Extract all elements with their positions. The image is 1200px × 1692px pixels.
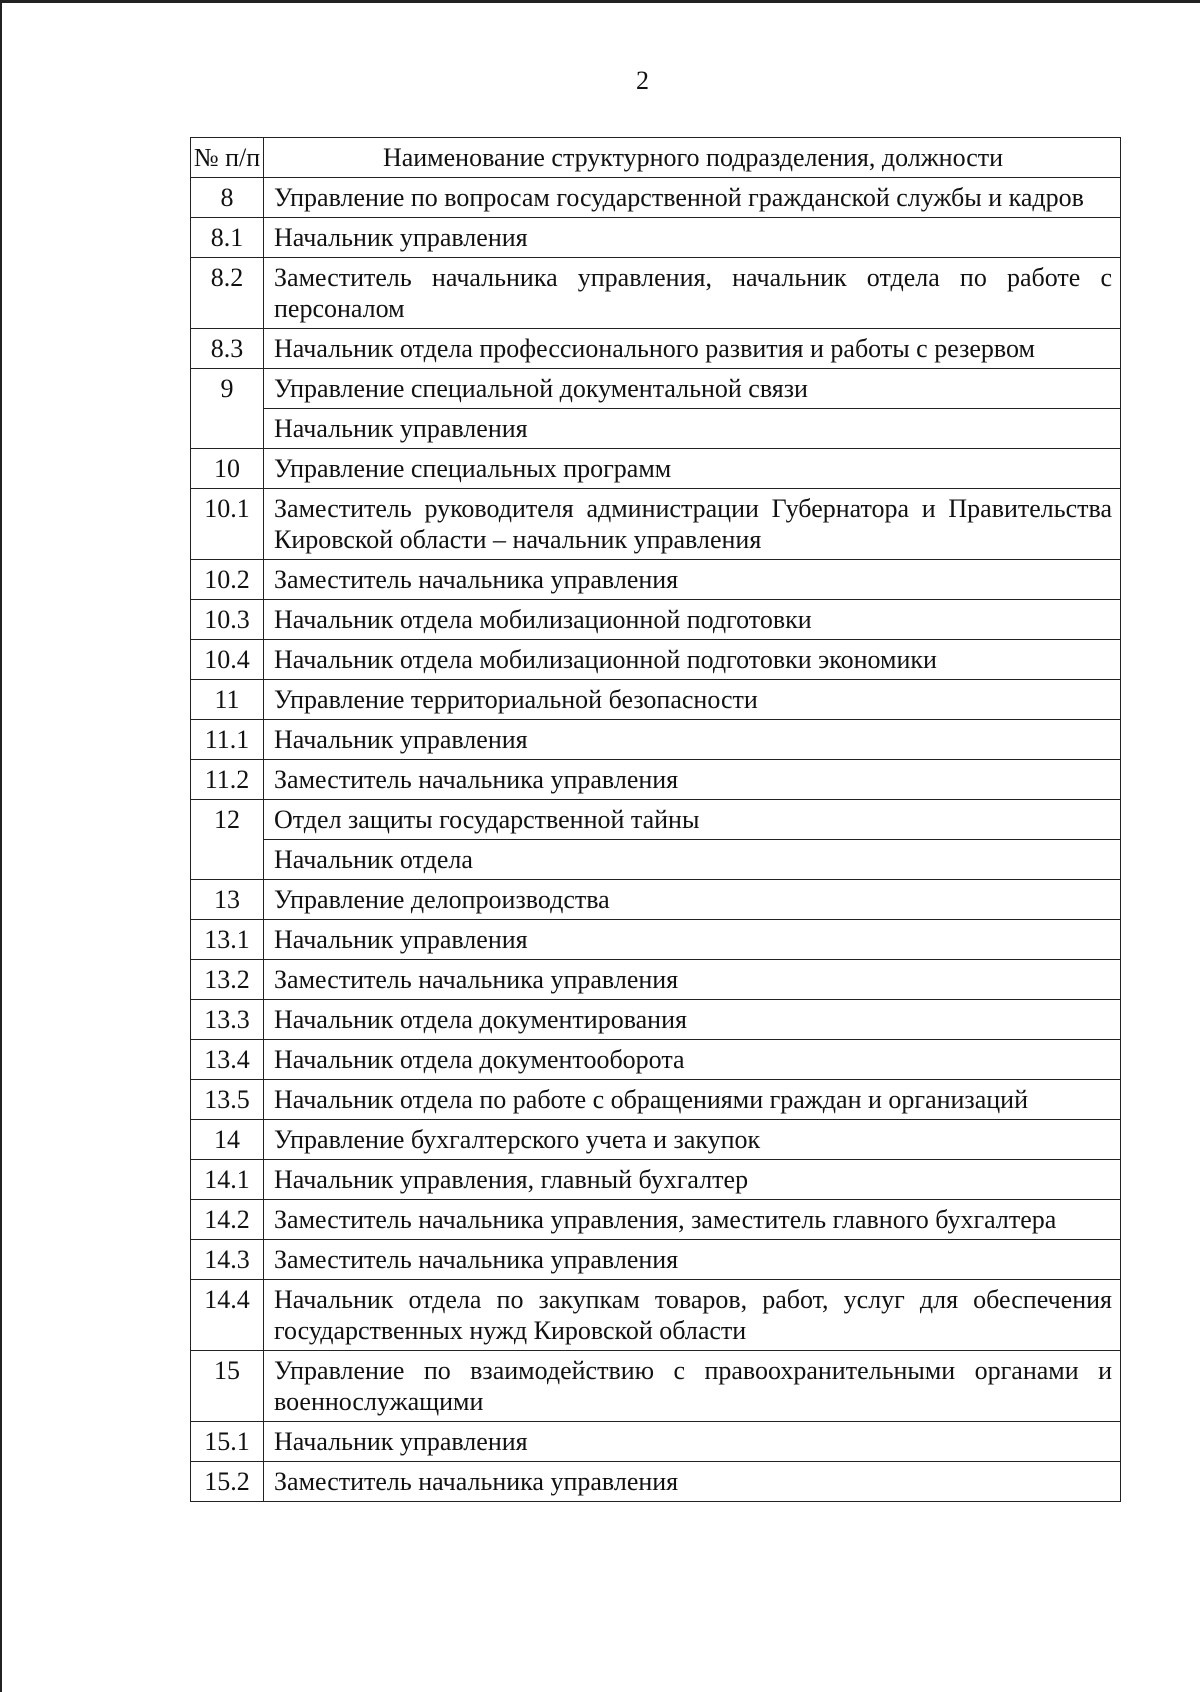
table-row <box>191 1240 1121 1280</box>
row-name: Отдел защиты государственной тайны <box>264 800 1121 840</box>
table-row <box>191 1120 1121 1160</box>
table-row <box>191 640 1121 680</box>
table-row <box>191 178 1121 218</box>
table-row <box>191 258 1121 329</box>
row-name: Управление по вопросам государственной гражданской службы и кадров <box>264 178 1121 218</box>
row-name: Заместитель начальника управления <box>264 1462 1121 1502</box>
table-row <box>191 1422 1121 1462</box>
row-number: 14 <box>191 1120 264 1160</box>
row-name: Управление бухгалтерского учета и закупок <box>264 1120 1121 1160</box>
table-row <box>191 680 1121 720</box>
row-number: 11.1 <box>191 720 264 760</box>
table-row <box>191 369 1121 409</box>
row-name: Начальник отдела мобилизационной подготовки <box>264 600 1121 640</box>
table-row <box>191 960 1121 1000</box>
table-row <box>191 920 1121 960</box>
row-name: Начальник отдела по закупкам товаров, работ, услуг для обеспечения государственных нужд Кировской области <box>264 1280 1121 1351</box>
row-name: Заместитель начальника управления <box>264 560 1121 600</box>
row-name: Начальник отдела документооборота <box>264 1040 1121 1080</box>
table-row <box>191 1040 1121 1080</box>
table-row <box>191 800 1121 840</box>
table-row <box>191 600 1121 640</box>
page-number: 2 <box>636 66 649 95</box>
row-name: Начальник управления <box>264 218 1121 258</box>
row-number: 13 <box>191 880 264 920</box>
row-number: 13.5 <box>191 1080 264 1120</box>
row-number: 10.2 <box>191 560 264 600</box>
table-row <box>191 560 1121 600</box>
scan-edge-left <box>0 0 2 1692</box>
row-number: 13.2 <box>191 960 264 1000</box>
row-name: Начальник отдела документирования <box>264 1000 1121 1040</box>
table-row <box>191 1000 1121 1040</box>
row-number: 12 <box>191 800 264 880</box>
table-row <box>191 329 1121 369</box>
row-number: 8 <box>191 178 264 218</box>
row-number: 8.1 <box>191 218 264 258</box>
row-number: 11.2 <box>191 760 264 800</box>
row-number: 10 <box>191 449 264 489</box>
row-number: 14.2 <box>191 1200 264 1240</box>
row-name: Заместитель начальника управления <box>264 760 1121 800</box>
table-row <box>191 218 1121 258</box>
row-number: 11 <box>191 680 264 720</box>
row-number: 10.4 <box>191 640 264 680</box>
row-number: 10.3 <box>191 600 264 640</box>
row-number: 14.1 <box>191 1160 264 1200</box>
table-row <box>191 720 1121 760</box>
row-name: Управление по взаимодействию с правоохранительными органами и военнослужащими <box>264 1351 1121 1422</box>
row-name: Заместитель руководителя администрации Губернатора и Правительства Кировской области – начальник управления <box>264 489 1121 560</box>
row-number: 14.3 <box>191 1240 264 1280</box>
table-row <box>191 449 1121 489</box>
row-number: 15 <box>191 1351 264 1422</box>
row-name: Начальник управления <box>264 920 1121 960</box>
header-num: № п/п <box>191 138 264 178</box>
table-row <box>191 1280 1121 1351</box>
row-number: 13.1 <box>191 920 264 960</box>
table-header-row <box>191 138 1121 178</box>
row-name: Начальник управления <box>264 1422 1121 1462</box>
positions-table <box>190 137 1121 1502</box>
table-row <box>191 880 1121 920</box>
row-name: Заместитель начальника управления, заместитель главного бухгалтера <box>264 1200 1121 1240</box>
row-name: Управление территориальной безопасности <box>264 680 1121 720</box>
row-name: Заместитель начальника управления <box>264 1240 1121 1280</box>
row-name: Начальник отдела профессионального развития и работы с резервом <box>264 329 1121 369</box>
row-number: 10.1 <box>191 489 264 560</box>
table-row <box>191 1462 1121 1502</box>
row-name: Управление специальной документальной связи <box>264 369 1121 409</box>
row-name: Заместитель начальника управления <box>264 960 1121 1000</box>
row-number: 15.1 <box>191 1422 264 1462</box>
scan-edge-top <box>0 0 1200 3</box>
row-number: 8.2 <box>191 258 264 329</box>
row-number: 14.4 <box>191 1280 264 1351</box>
table-body <box>191 178 1121 1502</box>
table-row <box>191 1160 1121 1200</box>
row-name: Начальник отдела <box>264 840 1121 880</box>
row-name: Начальник отдела мобилизационной подготовки экономики <box>264 640 1121 680</box>
row-number: 9 <box>191 369 264 449</box>
table-row <box>191 489 1121 560</box>
table-row <box>191 1200 1121 1240</box>
row-name: Начальник управления <box>264 720 1121 760</box>
row-number: 15.2 <box>191 1462 264 1502</box>
table-row <box>191 840 1121 880</box>
row-name: Начальник управления <box>264 409 1121 449</box>
table-row <box>191 1080 1121 1120</box>
table-row <box>191 760 1121 800</box>
table-row <box>191 409 1121 449</box>
row-number: 13.4 <box>191 1040 264 1080</box>
row-name: Управление специальных программ <box>264 449 1121 489</box>
row-name: Заместитель начальника управления, начальник отдела по работе с персоналом <box>264 258 1121 329</box>
row-name: Начальник отдела по работе с обращениями граждан и организаций <box>264 1080 1121 1120</box>
row-number: 13.3 <box>191 1000 264 1040</box>
row-name: Управление делопроизводства <box>264 880 1121 920</box>
row-name: Начальник управления, главный бухгалтер <box>264 1160 1121 1200</box>
row-number: 8.3 <box>191 329 264 369</box>
table-row <box>191 1351 1121 1422</box>
header-name: Наименование структурного подразделения, должности <box>264 138 1121 178</box>
